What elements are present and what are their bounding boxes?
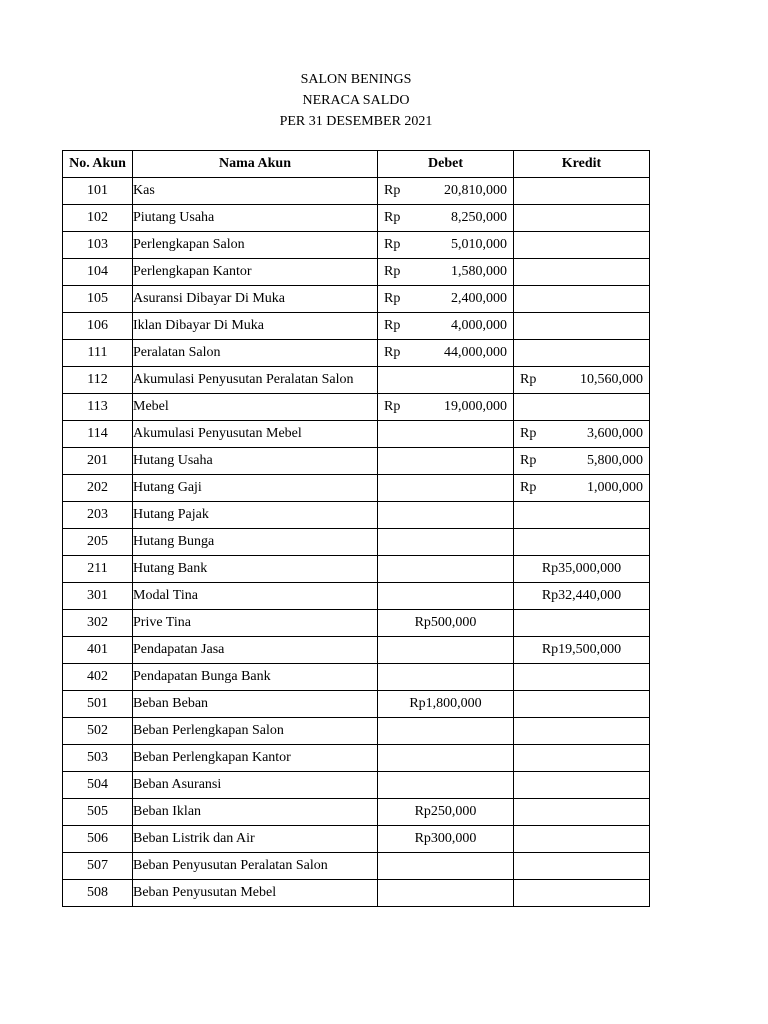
table-row [63, 475, 650, 502]
credit-cell [514, 637, 650, 664]
account-name-cell: Hutang Bank [133, 556, 378, 583]
header-credit: Kredit [514, 151, 650, 178]
account-name-cell: Iklan Dibayar Di Muka [133, 313, 378, 340]
report-title: NERACA SALDO [302, 93, 410, 108]
table-row [63, 826, 650, 853]
account-name-cell: Pendapatan Jasa [133, 637, 378, 664]
credit-cell [514, 178, 650, 205]
debit-cell [378, 394, 514, 421]
debit-cell [378, 313, 514, 340]
table-header-row [63, 151, 650, 178]
account-name-cell: Modal Tina [133, 583, 378, 610]
amount-value: Rp300,000 [414, 831, 477, 846]
credit-cell [514, 286, 650, 313]
debit-cell [378, 718, 514, 745]
currency-label: Rp [384, 183, 401, 198]
account-name-cell: Beban Asuransi [133, 772, 378, 799]
table-row [63, 529, 650, 556]
account-name-cell: Beban Beban [133, 691, 378, 718]
account-number-cell: 504 [63, 772, 133, 799]
table-row [63, 637, 650, 664]
credit-cell [514, 556, 650, 583]
account-name-cell: Pendapatan Bunga Bank [133, 664, 378, 691]
table-row [63, 718, 650, 745]
account-name-cell: Peralatan Salon [133, 340, 378, 367]
amount-value: 8,250,000 [451, 210, 507, 225]
debit-cell [378, 664, 514, 691]
account-number-cell: 103 [63, 232, 133, 259]
account-number-cell: 503 [63, 745, 133, 772]
amount-value: Rp250,000 [414, 804, 477, 819]
account-number-cell: 102 [63, 205, 133, 232]
debit-cell [378, 232, 514, 259]
credit-cell [514, 448, 650, 475]
account-name-cell: Asuransi Dibayar Di Muka [133, 286, 378, 313]
account-number-cell: 104 [63, 259, 133, 286]
table-row [63, 232, 650, 259]
credit-cell [514, 583, 650, 610]
table-row [63, 286, 650, 313]
currency-label: Rp [520, 426, 537, 441]
credit-cell [514, 664, 650, 691]
table-row [63, 691, 650, 718]
debit-cell [378, 691, 514, 718]
table-row [63, 556, 650, 583]
credit-cell [514, 880, 650, 907]
currency-label: Rp [384, 210, 401, 225]
report-period: PER 31 DESEMBER 2021 [279, 114, 433, 129]
currency-label: Rp [520, 480, 537, 495]
debit-cell [378, 880, 514, 907]
account-number-cell: 505 [63, 799, 133, 826]
debit-cell [378, 205, 514, 232]
table-row [63, 880, 650, 907]
debit-cell [378, 853, 514, 880]
credit-cell [514, 502, 650, 529]
account-name-cell: Prive Tina [133, 610, 378, 637]
account-number-cell: 301 [63, 583, 133, 610]
credit-cell [514, 691, 650, 718]
account-name-cell: Beban Iklan [133, 799, 378, 826]
currency-label: Rp [384, 264, 401, 279]
debit-cell [378, 421, 514, 448]
account-name-cell: Beban Penyusutan Peralatan Salon [133, 853, 378, 880]
amount-value: Rp19,500,000 [541, 642, 622, 657]
table-row [63, 205, 650, 232]
account-name-cell: Hutang Bunga [133, 529, 378, 556]
account-number-cell: 113 [63, 394, 133, 421]
account-number-cell: 402 [63, 664, 133, 691]
account-name-cell: Hutang Usaha [133, 448, 378, 475]
amount-value: 1,580,000 [451, 264, 507, 279]
account-number-cell: 205 [63, 529, 133, 556]
amount-value: Rp500,000 [414, 615, 477, 630]
amount-value: 4,000,000 [451, 318, 507, 333]
table-row [63, 421, 650, 448]
debit-cell [378, 475, 514, 502]
account-number-cell: 302 [63, 610, 133, 637]
amount-value: Rp35,000,000 [541, 561, 622, 576]
debit-cell [378, 448, 514, 475]
table-row [63, 772, 650, 799]
table-row [63, 394, 650, 421]
account-number-cell: 101 [63, 178, 133, 205]
currency-label: Rp [520, 453, 537, 468]
account-name-cell: Hutang Pajak [133, 502, 378, 529]
table-row [63, 610, 650, 637]
account-number-cell: 211 [63, 556, 133, 583]
account-name-cell: Beban Perlengkapan Salon [133, 718, 378, 745]
account-name-cell: Beban Penyusutan Mebel [133, 880, 378, 907]
account-name-cell: Akumulasi Penyusutan Mebel [133, 421, 378, 448]
table-row [63, 502, 650, 529]
credit-cell [514, 799, 650, 826]
credit-cell [514, 259, 650, 286]
header-account-number: No. Akun [63, 151, 133, 178]
account-number-cell: 106 [63, 313, 133, 340]
credit-cell [514, 529, 650, 556]
debit-cell [378, 556, 514, 583]
header-debit: Debet [378, 151, 514, 178]
debit-cell [378, 826, 514, 853]
credit-cell [514, 394, 650, 421]
credit-cell [514, 826, 650, 853]
amount-value: 3,600,000 [587, 426, 643, 441]
debit-cell [378, 529, 514, 556]
debit-cell [378, 799, 514, 826]
debit-cell [378, 259, 514, 286]
table-row [63, 313, 650, 340]
account-number-cell: 112 [63, 367, 133, 394]
account-number-cell: 508 [63, 880, 133, 907]
amount-value: 10,560,000 [580, 372, 643, 387]
table-row [63, 745, 650, 772]
account-name-cell: Perlengkapan Kantor [133, 259, 378, 286]
table-row [63, 583, 650, 610]
debit-cell [378, 610, 514, 637]
amount-value: 2,400,000 [451, 291, 507, 306]
account-number-cell: 401 [63, 637, 133, 664]
credit-cell [514, 367, 650, 394]
credit-cell [514, 745, 650, 772]
amount-value: 19,000,000 [444, 399, 507, 414]
trial-balance-table [62, 150, 650, 907]
credit-cell [514, 313, 650, 340]
debit-cell [378, 286, 514, 313]
table-row [63, 853, 650, 880]
table-body [63, 178, 650, 907]
debit-cell [378, 637, 514, 664]
credit-cell [514, 421, 650, 448]
currency-label: Rp [384, 318, 401, 333]
currency-label: Rp [384, 345, 401, 360]
table-row [63, 664, 650, 691]
debit-cell [378, 367, 514, 394]
credit-cell [514, 205, 650, 232]
account-number-cell: 202 [63, 475, 133, 502]
amount-value: 44,000,000 [444, 345, 507, 360]
table-row [63, 799, 650, 826]
account-number-cell: 201 [63, 448, 133, 475]
report-header [0, 69, 712, 132]
amount-value: 5,010,000 [451, 237, 507, 252]
credit-cell [514, 718, 650, 745]
currency-label: Rp [384, 291, 401, 306]
currency-label: Rp [384, 237, 401, 252]
currency-label: Rp [520, 372, 537, 387]
account-number-cell: 506 [63, 826, 133, 853]
account-number-cell: 502 [63, 718, 133, 745]
debit-cell [378, 178, 514, 205]
account-name-cell: Kas [133, 178, 378, 205]
account-name-cell: Hutang Gaji [133, 475, 378, 502]
table-row [63, 448, 650, 475]
account-name-cell: Mebel [133, 394, 378, 421]
credit-cell [514, 610, 650, 637]
amount-value: 20,810,000 [444, 183, 507, 198]
amount-value: Rp1,800,000 [409, 696, 482, 711]
debit-cell [378, 502, 514, 529]
account-number-cell: 114 [63, 421, 133, 448]
table-row [63, 367, 650, 394]
currency-label: Rp [384, 399, 401, 414]
debit-cell [378, 745, 514, 772]
account-number-cell: 111 [63, 340, 133, 367]
account-number-cell: 501 [63, 691, 133, 718]
credit-cell [514, 232, 650, 259]
credit-cell [514, 475, 650, 502]
account-number-cell: 507 [63, 853, 133, 880]
account-number-cell: 105 [63, 286, 133, 313]
account-number-cell: 203 [63, 502, 133, 529]
account-name-cell: Beban Perlengkapan Kantor [133, 745, 378, 772]
amount-value: Rp32,440,000 [541, 588, 622, 603]
company-name: SALON BENINGS [300, 72, 412, 87]
credit-cell [514, 772, 650, 799]
account-name-cell: Beban Listrik dan Air [133, 826, 378, 853]
table-row [63, 259, 650, 286]
account-name-cell: Akumulasi Penyusutan Peralatan Salon [133, 367, 378, 394]
amount-value: 1,000,000 [587, 480, 643, 495]
account-name-cell: Piutang Usaha [133, 205, 378, 232]
table-row [63, 340, 650, 367]
debit-cell [378, 772, 514, 799]
table-row [63, 178, 650, 205]
header-account-name: Nama Akun [133, 151, 378, 178]
amount-value: 5,800,000 [587, 453, 643, 468]
account-name-cell: Perlengkapan Salon [133, 232, 378, 259]
credit-cell [514, 340, 650, 367]
debit-cell [378, 340, 514, 367]
credit-cell [514, 853, 650, 880]
debit-cell [378, 583, 514, 610]
